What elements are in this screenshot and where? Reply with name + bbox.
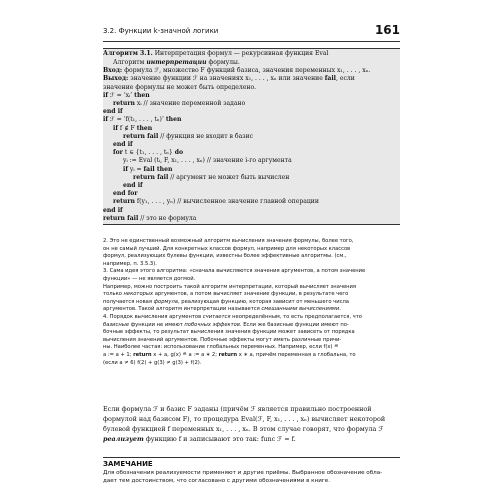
algorithm-line-segment: f ∉ F [117, 124, 137, 132]
footnote-line-segment: только [103, 291, 124, 298]
algorithm-caption: Интерпретация формул — рекурсивная функция Eval [152, 50, 329, 57]
algorithm-line [103, 116, 181, 123]
algorithm-line-segment: fail then [143, 165, 173, 173]
algorithm-line-segment: if [123, 165, 128, 173]
algorithm-line-segment: then [136, 124, 153, 132]
footnote-line-segment: x + a, g(x) ≝ a := a ∗ 2; [151, 352, 219, 358]
algorithm-line [123, 133, 253, 140]
footnote-line [103, 291, 348, 297]
page-header [103, 23, 400, 42]
footnote-line [103, 352, 356, 358]
paragraph-line [103, 435, 296, 443]
footnote-line [103, 238, 353, 244]
algorithm-line-segment: формула ℱ, множество F функций базиса, значения переменных x₁, . . . , xₙ. [124, 67, 371, 75]
footnote-line-segment: a := a + 1; [103, 352, 134, 358]
remark-title: ЗАМЕЧАНИЕ [103, 460, 153, 468]
footnote-line [103, 344, 338, 350]
algorithm-line-segment: then [134, 91, 150, 99]
footnote-line-segment: , реализующая функцию, которая зависит от меньшего числа [178, 298, 349, 305]
algorithm-line [103, 92, 150, 99]
algorithm-line-segment: return fail [123, 132, 159, 140]
paragraph-line-segment: реализует [103, 435, 144, 443]
footnote-line-segment: некоторых [123, 291, 154, 298]
footnote-line-segment: 2. Это не единственный возможный алгоритм вычисления значения формулы, более того, [103, 238, 354, 244]
algorithm-line [103, 207, 123, 214]
paragraph-line [103, 405, 372, 413]
remark-line: Для обозначения реализуемости применяют и другие приёмы. Выбранное обозначение обла- [103, 470, 383, 476]
algorithm-line-segment: if [103, 116, 108, 124]
algorithm-line-segment: then [165, 116, 182, 124]
algorithm-line-segment: значение функции ℱ на значениях x₁, . . . , xₙ или значение [130, 75, 325, 83]
algorithm-line-segment: ℱ = ‘f(t₁, . . . , tₙ)’ [107, 116, 166, 124]
footnote-line-segment: например, п. 3.5.3). [103, 260, 157, 267]
footnote-line [103, 314, 362, 320]
section-title: 3.2. Функции k-значной логики [103, 27, 219, 35]
algorithm-line-segment: if [113, 124, 118, 132]
footnote-line-segment: бочные эффекты, то результат вычисления значения функции может зависеть от порядка [103, 329, 355, 336]
algorithm-line-segment: xᵢ // значение переменной задано [134, 100, 246, 107]
algorithm-line [113, 125, 152, 132]
algorithm-line [113, 59, 240, 66]
footnote-line [103, 360, 201, 366]
footnote-line-segment: . [339, 306, 341, 313]
footnote-line-segment: формул, реализующих булевы функции, известны более эффективные алгоритмы. (см., [103, 253, 347, 260]
footnote-line-segment: базисные [103, 321, 130, 328]
footnote-line [103, 322, 349, 328]
paragraph-line-segment: булевой функцией f переменных x₁, . . . , xₙ. В этом случае говорят, что формула ℱ [103, 425, 384, 433]
footnote-line [103, 246, 350, 252]
algorithm-line-segment: значение формулы не может быть определено. [103, 83, 257, 91]
footnote-line [103, 337, 341, 343]
algorithm-line-segment: // аргумент не может быть вычислен [168, 173, 290, 181]
algorithm-line [113, 198, 319, 205]
algorithm-number: Алгоритм 3.1. [103, 50, 153, 57]
algorithm-line-segment: Вход: [103, 67, 125, 75]
footnote-line-segment: . Если же базисные функции имеют по- [239, 321, 349, 328]
algorithm-line [113, 100, 245, 107]
footnote-line-segment: считается [202, 314, 231, 320]
footnote-line-segment: вычисления значений аргументов. Побочные эффекты могут иметь различные причи- [103, 336, 342, 343]
remark-box [103, 457, 400, 484]
algorithm-box [103, 48, 400, 225]
algorithm-line [103, 75, 355, 82]
footnote-line [103, 276, 195, 282]
algorithm-line-segment: return [113, 100, 135, 107]
algorithm-line [103, 215, 196, 222]
algorithm-line-segment: t ∈ {t₁, . . . , tₙ} [122, 149, 175, 157]
algorithm-line [113, 190, 138, 197]
algorithm-line-segment: do [174, 149, 184, 157]
algorithm-line-segment: формулы. [206, 59, 240, 66]
footnote-line-segment: 4. Порядок вычисления аргументов [103, 314, 203, 320]
footnote-line-segment: return [133, 352, 152, 358]
algorithm-line-segment: yᵢ = [127, 165, 144, 173]
footnote-line-segment: ны. Наиболее частая: использование глобальных переменных. Например, если f(x) ≝ [103, 344, 339, 351]
paragraph-line [103, 425, 383, 433]
paragraph-line-segment: функцию f и записывают это так: func ℱ = f. [143, 435, 296, 443]
algorithm-line-segment: for [113, 149, 123, 157]
footnote-line-segment: смешанными вычислениями [261, 306, 340, 313]
algorithm-line [123, 166, 172, 173]
algorithm-line [113, 149, 183, 156]
algorithm-line [103, 67, 370, 74]
remark-line: дает тем достоинством, что согласовано с другими обозначениями в книге. [103, 478, 331, 484]
algorithm-line-segment: ℱ = ‘xᵢ’ [107, 91, 135, 99]
footnote-line [103, 284, 356, 290]
algorithm-line-segment: // это не формула [138, 214, 197, 222]
footnote-line-segment: x ∗ a, причём переменная a глобальна, то [237, 352, 356, 358]
algorithm-line-segment: yᵢ := Eval (tᵢ, F, x₁, . . . , xₙ) // значение i-го аргумента [123, 157, 292, 165]
algorithm-line-segment: интерпретации [146, 59, 207, 66]
footnote-line [103, 253, 347, 259]
footnote-line-segment: Например, можно построить такой алгоритм интерпретации, который вычисляет значения [103, 283, 357, 290]
algorithm-line-segment: end if [113, 141, 133, 148]
footnote-line-segment: (если a ≠ 6) f(2) + g(3) ≠ g(3) + f(2). [103, 359, 202, 366]
algorithm-line-segment: Выход: [103, 75, 131, 83]
algorithm-line-segment: if [103, 91, 108, 99]
paragraph-line [103, 415, 385, 423]
algorithm-line-segment: end for [113, 190, 138, 198]
paragraph-line-segment: формулой над базисом F), то процедура Eval(ℱ, F, x₁, . . . , xₙ) вычисляет некоторой [103, 415, 386, 423]
algorithm-line-segment: end if [123, 182, 143, 189]
footnote-line-segment: он не самый лучший. Для конкретных классов формул, например для некоторых классов [103, 245, 351, 252]
footnote-line [103, 268, 365, 274]
footnote-line-segment: 3. Сама идея этого алгоритма: «сначала вычисляются значения аргументов, а потом значение [103, 268, 366, 275]
footnote-line-segment: побочных эффектов [184, 321, 240, 328]
algorithm-line [133, 174, 289, 181]
algorithm-line [103, 84, 256, 91]
footnote-line-segment: получается новая [103, 298, 154, 305]
footnote-line-segment: функции не имеют [129, 321, 185, 328]
algorithm-line-segment: f(y₁, . . . , yₙ) // вычисленное значение главной операции [134, 198, 319, 206]
footnote-line-segment: формула [153, 298, 178, 305]
algorithm-line [123, 182, 143, 189]
algorithm-line-segment: // функция не входит в базис [158, 132, 253, 140]
footnote-line [103, 306, 341, 312]
algorithm-line [123, 157, 292, 164]
algorithm-line-segment: return [113, 198, 135, 206]
algorithm-line-segment: return fail [103, 214, 139, 222]
footnote-line [103, 299, 349, 305]
algorithm-line-segment: end if [103, 206, 123, 214]
algorithm-line-segment: fail [324, 75, 336, 83]
algorithm-title [103, 50, 328, 57]
algorithm-line-segment: , если [335, 75, 355, 83]
page-number: 161 [374, 23, 400, 37]
algorithm-line-segment: end if [103, 108, 123, 116]
algorithm-line-segment: Алгоритм [113, 59, 147, 66]
footnote-line-segment: аргументов. Такой алгоритм интерпретации называется [103, 306, 262, 313]
algorithm-line [113, 141, 133, 148]
footnote-line-segment: функции» — не является догмой. [103, 276, 196, 282]
footnote-line [103, 261, 157, 267]
footnote-line-segment: return [218, 352, 238, 358]
footnote-line-segment: аргументов, а потом вычисляет значение функции, в результате чего [153, 291, 349, 298]
algorithm-line [103, 108, 123, 115]
footnote-line-segment: неопределённым, то есть предполагается, что [230, 314, 362, 320]
footnote-line [103, 329, 355, 335]
paragraph-line-segment: Если формула ℱ и базис F заданы (причём ℱ является правильно построенной [103, 405, 372, 413]
algorithm-line-segment: return fail [133, 173, 169, 181]
